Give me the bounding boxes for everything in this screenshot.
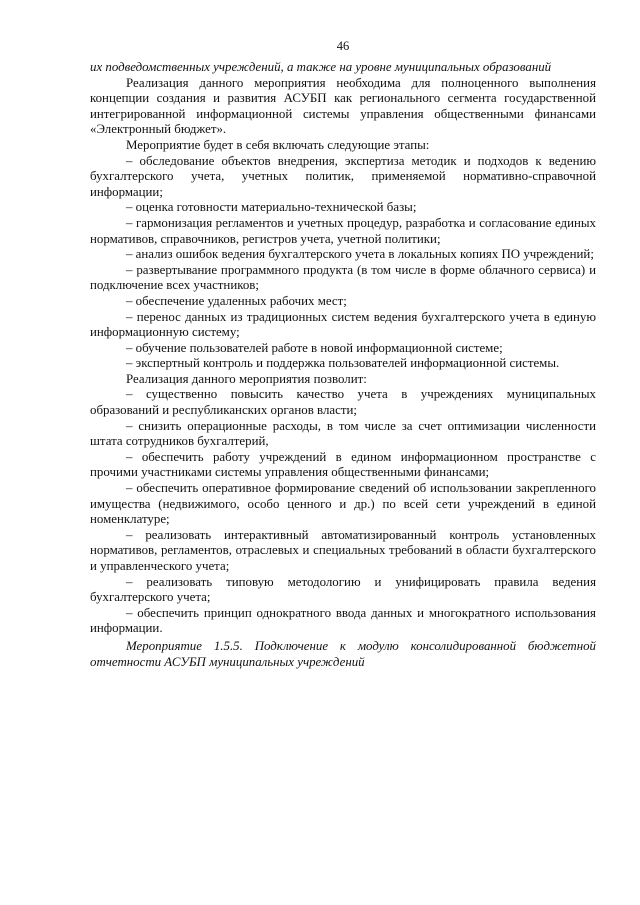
list-item-stage-remote-workplaces: – обеспечение удаленных рабочих мест; <box>126 293 347 308</box>
list-item-stage-survey: – обследование объектов внедрения, экспертиза методик и подходов к ведению бухгалтерского учета, учетных политик, применяемой нормативно-справочной информации; <box>90 153 596 199</box>
section-heading-measure-1-5-5: Мероприятие 1.5.5. Подключение к модулю консолидированной бюджетной отчетности АСУБП муниципальных учреждений <box>90 638 596 669</box>
list-item-stage-data-migration: – перенос данных из традиционных систем ведения бухгалтерского учета в единую информационную систему; <box>90 309 596 340</box>
list-item-benefit-property-info: – обеспечить оперативное формирование сведений об использовании закрепленного имущества (недвижимого, особо ценного и др.) по всей сети учреждений в единой номенклатуре; <box>90 481 596 527</box>
paragraph-stages-intro: Мероприятие будет в себя включать следующие этапы: <box>126 137 430 152</box>
list-item-benefit-control: – реализовать интерактивный автоматизированный контроль установленных нормативов, регламентов, отраслевых и специальных требований в области бухгалтерского и управленческого учета; <box>90 527 596 573</box>
list-item-benefit-quality: – существенно повысить качество учета в учреждениях муниципальных образований и республиканских органов власти; <box>90 387 596 418</box>
list-item-stage-readiness: – оценка готовности материально-технической базы; <box>126 200 417 215</box>
list-item-benefit-unified-space: – обеспечить работу учреждений в едином информационном пространстве с прочими участниками системы управления общественными финансами; <box>90 449 596 480</box>
list-item-stage-harmonization: – гармонизация регламентов и учетных процедур, разработка и согласование единых нормативов, справочников, регистров учета, учетной политики; <box>90 215 596 246</box>
paragraph-intro-continuation: их подведомственных учреждений, а также на уровне муниципальных образований <box>90 60 552 74</box>
document-page <box>90 38 596 670</box>
paragraph-benefits-intro: Реализация данного мероприятия позволит: <box>126 371 367 386</box>
list-item-stage-support: – экспертный контроль и поддержка пользователей информационной системы. <box>126 356 560 371</box>
list-item-stage-error-analysis: – анализ ошибок ведения бухгалтерского учета в локальных копиях ПО учреждений; <box>126 247 594 262</box>
list-item-stage-deployment: – развертывание программного продукта (в том числе в форме облачного сервиса) и подключение всех участников; <box>90 262 596 293</box>
list-item-benefit-costs: – снизить операционные расходы, в том числе за счет оптимизации численности штата сотрудников бухгалтерий, <box>90 418 596 449</box>
paragraph-rationale: Реализация данного мероприятия необходима для полноценного выполнения концепции создания и развития АСУБП как регионального сегмента государственной интегрированной информационной системы управления общественными финансами «Электронный бюджет». <box>90 75 596 137</box>
list-item-stage-training: – обучение пользователей работе в новой информационной системе; <box>126 340 503 355</box>
list-item-benefit-methodology: – реализовать типовую методологию и унифицировать правила ведения бухгалтерского учета; <box>90 574 596 605</box>
page-number: 46 <box>336 39 350 53</box>
list-item-benefit-single-input: – обеспечить принцип однократного ввода данных и многократного использования информации. <box>90 605 596 636</box>
